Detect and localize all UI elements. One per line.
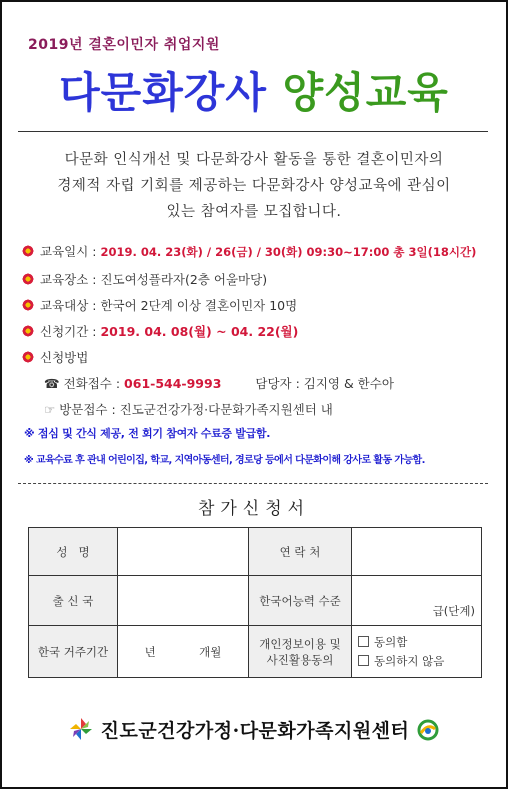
flower-bullet-icon [22,325,34,337]
poster-subtitle: 2019년 결혼이민자 취업지원 [28,37,220,53]
agree-label: 동의함 [374,635,408,649]
checkbox-icon[interactable] [358,655,369,666]
consent-label: 개인정보이용 및 사진활용동의 [249,626,352,678]
korean-level-field[interactable] [352,576,482,626]
phone-icon: ☎ [44,376,60,391]
year-unit: 년 [144,644,156,659]
info-label: 교육장소 : [40,272,97,287]
checkbox-icon[interactable] [358,636,369,647]
info-label: 교육대상 : [40,298,97,313]
info-label: 신청기간 : [40,324,97,339]
intro-line: 다문화 인식개선 및 다문화강사 활동을 통한 결혼이민자의 [64,152,444,168]
info-value: 진도여성플라자(2층 어울마당) [100,272,268,287]
origin-field[interactable] [118,576,249,626]
info-place [22,270,492,288]
info-method [22,348,492,366]
intro-text [26,147,482,225]
contact-field[interactable] [352,528,482,576]
name-field[interactable] [118,528,249,576]
korean-level-label: 한국어능력 수준 [249,576,352,626]
title-divider [18,131,488,132]
stay-label: 한국 거주기간 [29,626,118,678]
visit-signup [44,400,333,418]
cut-line [18,483,488,484]
title-part-1: 다문화강사 [59,68,267,117]
intro-line: 있는 참여자를 모집합니다. [166,204,342,220]
month-unit: 개월 [199,644,222,659]
flower-bullet-icon [22,245,34,257]
phone-label: 전화접수 : [63,376,121,391]
swirl-logo-icon [417,719,439,746]
name-label: 성 명 [29,528,118,576]
note-lunch: ※ 점심 및 간식 제공, 전 회기 참여자 수료증 발급함. [24,427,271,440]
info-period [22,322,492,340]
footer-org [0,716,508,746]
info-value: 2019. 04. 23(화) / 26(금) / 30(화) 09:30~17:00 총 3일(18시간) [100,245,477,259]
info-label: 신청방법 [40,350,89,365]
contact-label: 연 락 처 [249,528,352,576]
disagree-label: 동의하지 않음 [374,654,445,668]
visit-label: 방문접수 : 진도군건강가정·다문화가족지원센터 내 [59,402,333,417]
info-value: 한국어 2단계 이상 결혼이민자 10명 [100,298,298,313]
info-value: 2019. 04. 08(월) ~ 04. 22(월) [100,324,299,339]
stay-field[interactable] [118,626,249,678]
level-unit: 급(단계) [432,604,475,618]
footer-org-name: 진도군건강가정·다문화가족지원센터 [100,720,410,742]
phone-number: 061-544-9993 [124,376,222,391]
application-form [28,527,482,678]
origin-label: 출 신 국 [29,576,118,626]
poster-title [0,60,508,120]
note-activity: ※ 교육수료 후 관내 어린이집, 학교, 지역아동센터, 경로당 등에서 다문화이해 강사로 활동 가능함. [24,455,425,466]
flower-bullet-icon [22,273,34,285]
pointing-hand-icon: ☞ [44,402,56,417]
agree-option[interactable] [358,634,480,650]
consent-field [352,626,482,678]
intro-line: 경제적 자립 기회를 제공하는 다문화강사 양성교육에 관심이 [57,178,451,194]
title-part-2: 양성교육 [282,68,449,117]
info-schedule [22,242,492,260]
flower-bullet-icon [22,299,34,311]
form-title: 참가신청서 [197,499,311,519]
phone-signup [44,374,394,392]
pinwheel-logo-icon [69,717,93,746]
disagree-option[interactable] [358,653,480,669]
info-label: 교육일시 : [40,244,97,259]
flower-bullet-icon [22,351,34,363]
contact-person: 담당자 : 김지영 & 한수아 [255,376,394,391]
info-target [22,296,492,314]
